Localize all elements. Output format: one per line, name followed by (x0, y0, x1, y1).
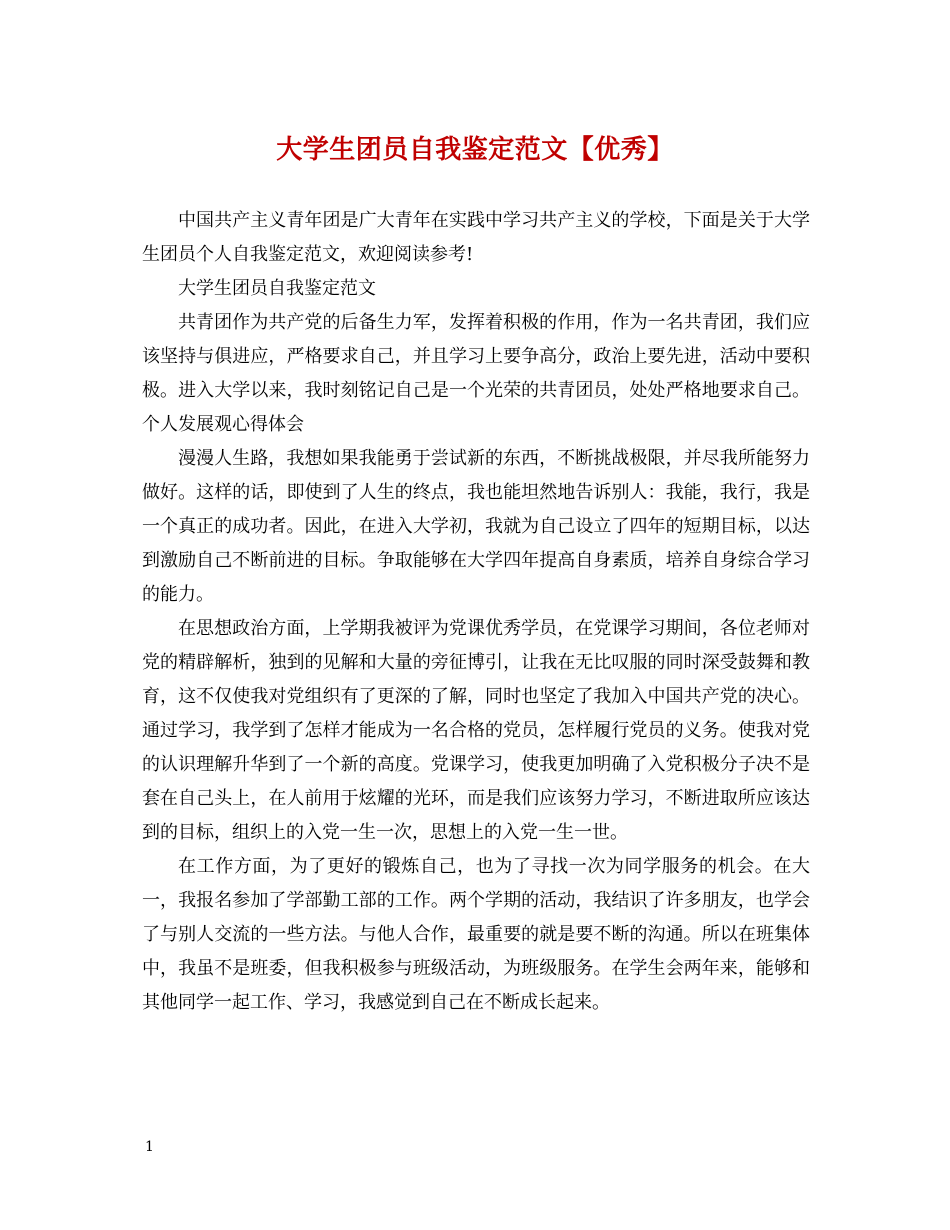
paragraph-work: 在工作方面，为了更好的锻炼自己，也为了寻找一次为同学服务的机会。在大一，我报名参加了学部勤工部的工作。两个学期的活动，我结识了许多朋友，也学会了与别人交流的一些方法。与他人合作，最重要的就是要不断的沟通。所以在班集体中，我虽不是班委，但我积极参与班级活动，为班级服务。在学生会两年来，能够和其他同学一起工作、学习，我感觉到自己在不断成长起来。 (142, 856, 810, 1013)
page-number: 1 (145, 1139, 154, 1155)
document-body (142, 204, 810, 1020)
paragraph-political-thought: 在思想政治方面，上学期我被评为党课优秀学员，在党课学习期间，各位老师对党的精辟解析，独到的见解和大量的旁征博引，让我在无比叹服的同时深受鼓舞和教育，这不仅使我对党组织有了更深的了解，同时也坚定了我加入中国共产党的决心。通过学习，我学到了怎样才能成为一名合格的党员，怎样履行党员的义务。使我对党的认识理解升华到了一个新的高度。党课学习，使我更加明确了入党积极分子决不是套在自己头上，在人前用于炫耀的光环，而是我们应该努力学习，不断进取所应该达到的目标，组织上的入党一生一次，思想上的入党一生一世。 (142, 618, 810, 843)
document-title: 大学生团员自我鉴定范文【优秀】 (276, 135, 674, 165)
paragraph-subtitle: 大学生团员自我鉴定范文 (178, 278, 376, 299)
paragraph-league-role: 共青团作为共产党的后备生力军，发挥着积极的作用，作为一名共青团，我们应该坚持与俱进应，严格要求自己，并且学习上要争高分，政治上要先进，活动中要积极。进入大学以来，我时刻铭记自己是一个光荣的共青团员，处处严格地要求自己。个人发展观心得体会 (142, 312, 810, 435)
paragraph-intro: 中国共产主义青年团是广大青年在实践中学习共产主义的学校，下面是关于大学生团员个人自我鉴定范文，欢迎阅读参考! (142, 210, 810, 265)
paragraph-life-goals: 漫漫人生路，我想如果我能勇于尝试新的东西，不断挑战极限，并尽我所能努力做好。这样的话，即使到了人生的终点，我也能坦然地告诉别人：我能，我行，我是一个真正的成功者。因此，在进入大学初，我就为自己设立了四年的短期目标，以达到激励自己不断前进的目标。争取能够在大学四年提高自身素质，培养自身综合学习的能力。 (142, 448, 810, 605)
